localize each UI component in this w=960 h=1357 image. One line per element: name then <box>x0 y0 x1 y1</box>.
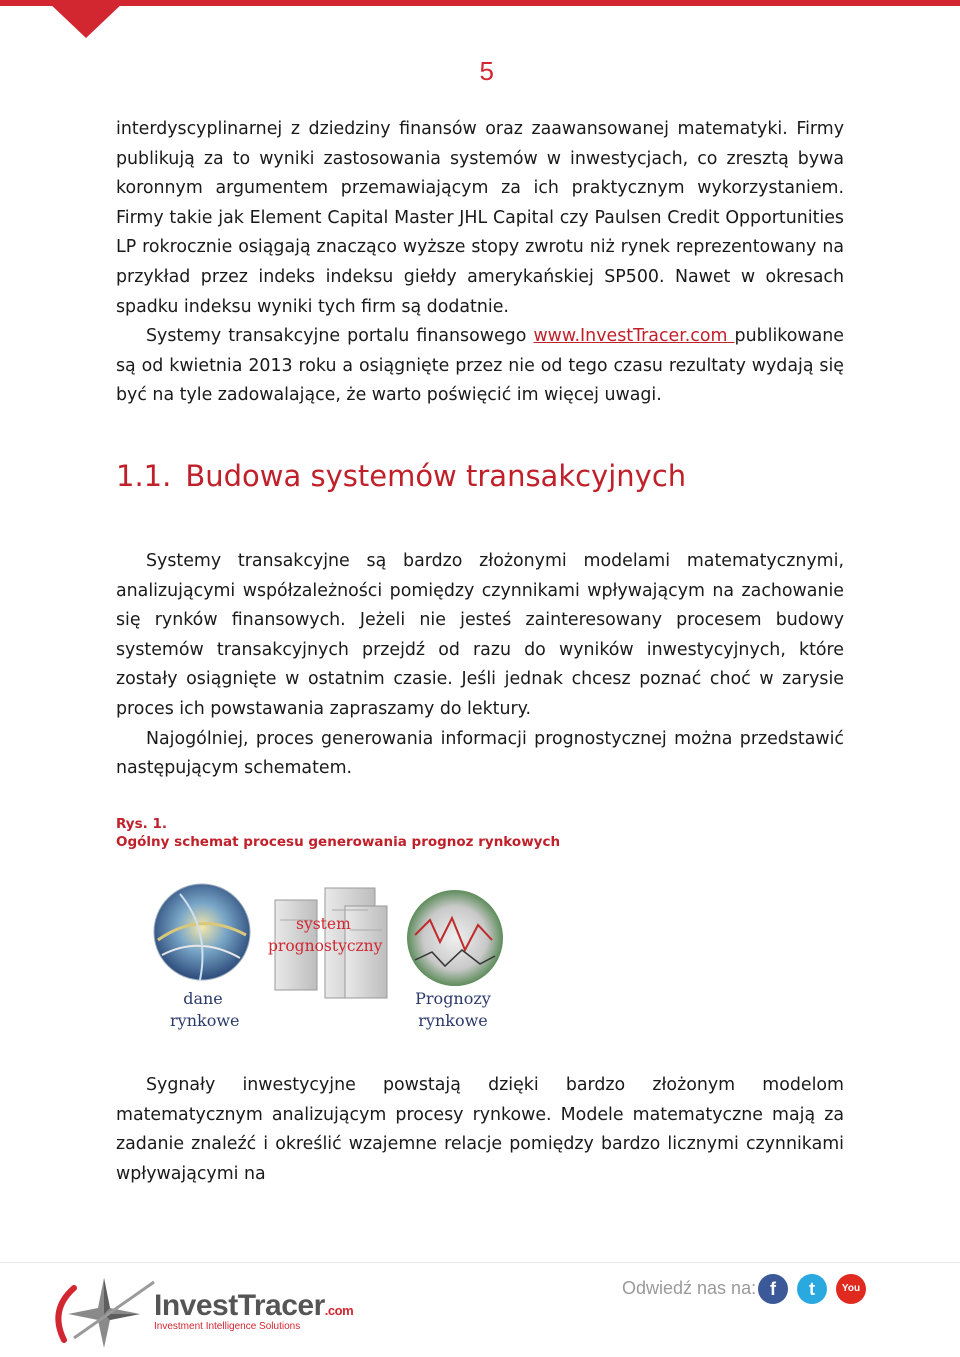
footer-divider <box>0 1262 960 1263</box>
paragraph <box>116 322 844 411</box>
page-number: 5 <box>479 56 494 86</box>
bottom-text <box>116 1071 844 1189</box>
twitter-icon[interactable]: t <box>797 1274 827 1304</box>
figure-label-system: system <box>296 915 351 933</box>
paragraph: interdyscyplinarnej z dziedziny finansów oraz zaawansowanej matematyki. Firmy publikują za to wyniki zastosowania systemów w inwestycjach, co zresztą bywa koronnym argumentem przemawiającym za ich praktycznym wykorzystaniem. Firmy takie jak Element Capital Master JHL Capital czy Paulsen Credit Opportunities LP rokrocznie osiągają znacząco wyższe stopy zwrotu niż rynek reprezentowany na przykład przez indeks indeksu giełdy amerykańskiej SP500. Nawet w okresach spadku indeksu wyniki tych firm są dodatnie. <box>116 119 844 317</box>
figure-caption-number: Rys. 1. <box>116 816 167 832</box>
section-title: Budowa systemów transakcyjnych <box>185 459 687 493</box>
mid-text <box>116 547 844 784</box>
section-number: 1.1. <box>116 459 172 493</box>
compass-logo-icon <box>44 1270 164 1350</box>
section-heading <box>116 459 686 493</box>
figure-label-line: dane <box>183 989 223 1008</box>
paragraph: Systemy transakcyjne są bardzo złożonymi modelami matematycznymi, analizującymi współzależności pomiędzy czynnikami wpływającym na zachowanie się rynków finansowych. Jeżeli nie jesteś zainteresowany procesem budowy systemów transakcyjnych przejdź od razu do wyników inwestycyjnych, które zostały osiągnięte w ostatnim czasie. Jeśli jednak chcesz poznać choć w zarysie proces ich powstawania zapraszamy do lektury. <box>116 551 844 719</box>
figure-label-line: rynkowe <box>170 1011 240 1030</box>
top-accent-tab <box>46 0 126 38</box>
figure-label-forecasts <box>408 988 498 1032</box>
facebook-icon[interactable]: f <box>758 1274 788 1304</box>
figure-caption-title: Ogólny schemat procesu generowania prognoz rynkowych <box>116 834 561 850</box>
logo-tagline: Investment Intelligence Solutions <box>154 1321 301 1332</box>
figure-label-line: rynkowe <box>418 1011 488 1030</box>
investtracer-link[interactable]: www.InvestTracer.com <box>533 326 735 347</box>
figure-label-prognostic: prognostyczny <box>268 937 383 955</box>
brand-logo[interactable] <box>154 1289 353 1332</box>
paragraph-text: publikowane są od kwietnia 2013 roku a osiągnięte przez nie od tego czasu rezultaty wydają się być na tyle zadowalające, że warto poświęcić im więcej uwagi. <box>116 326 844 406</box>
paragraph-text: Systemy transakcyjne portalu finansowego <box>146 326 534 347</box>
visit-us-label: Odwiedź nas na: <box>622 1278 757 1298</box>
chart-globe-icon <box>407 890 503 986</box>
logo-wordmark <box>154 1289 353 1323</box>
logo-domain: .com <box>324 1303 354 1318</box>
logo-name: InvestTracer <box>154 1289 325 1322</box>
top-text <box>116 115 844 411</box>
youtube-icon[interactable]: You <box>836 1274 866 1304</box>
top-accent-bar <box>0 0 960 6</box>
figure-label-market-data <box>170 988 240 1032</box>
paragraph: Najogólniej, proces generowania informacji prognostycznej można przedstawić następującym schematem. <box>116 728 844 779</box>
globe-icon <box>154 884 250 980</box>
figure-label-line: Prognozy <box>415 989 491 1008</box>
process-figure <box>140 880 520 1040</box>
paragraph: Sygnały inwestycyjne powstają dzięki bardzo złożonym modelom matematycznym analizującym procesy rynkowe. Modele matematyczne mają za zadanie znaleźć i określić wzajemne relacje pomiędzy bardzo licznymi czynnikami wpływającymi na <box>116 1075 844 1184</box>
